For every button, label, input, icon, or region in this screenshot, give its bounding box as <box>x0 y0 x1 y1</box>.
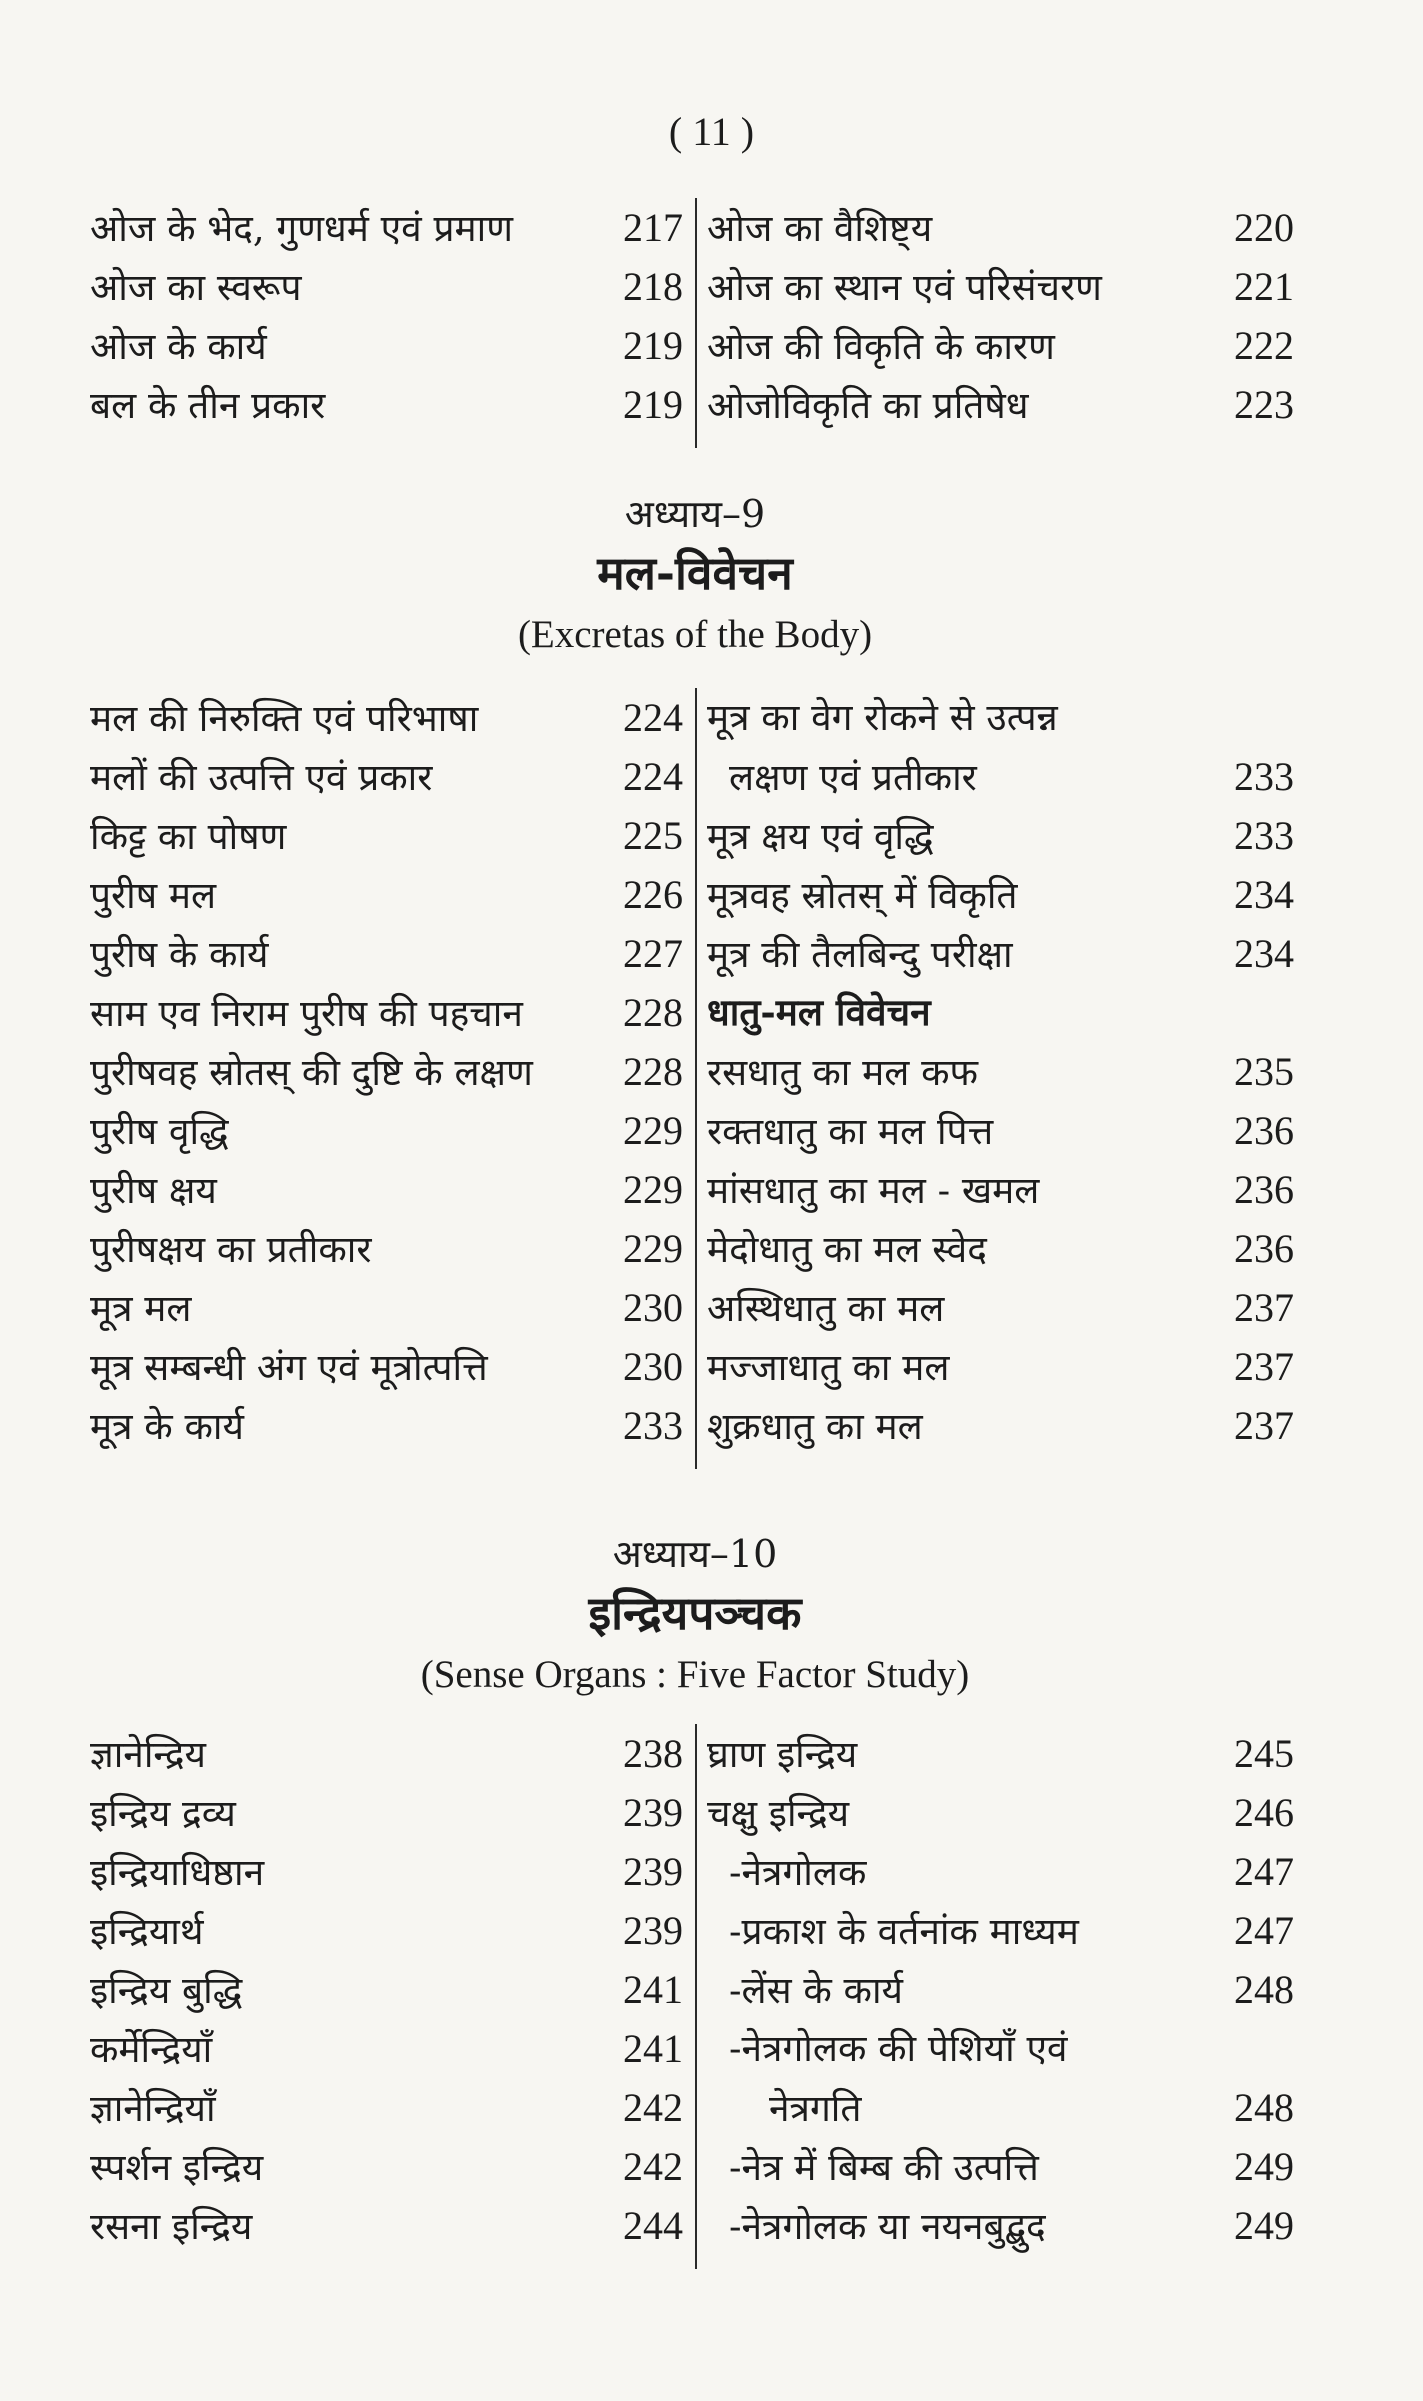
toc-entry <box>695 1960 1300 2019</box>
toc-entry <box>90 1101 695 1160</box>
toc-entry-title: स्पर्शन इन्द्रिय <box>90 2146 264 2189</box>
toc-entry-title: ओज की विकृति के कारण <box>707 325 1055 368</box>
toc-entry-title: मेदोधातु का मल स्वेद <box>707 1228 987 1271</box>
toc-entry-title: इन्द्रियार्थ <box>90 1910 204 1953</box>
toc-entry-page: 242 <box>623 2144 683 2189</box>
toc-entry-title: मूत्र क्षय एवं वृद्धि <box>707 815 934 858</box>
toc-entry-title: लक्षण एवं प्रतीकार <box>729 756 977 799</box>
toc-entry <box>695 2137 1300 2196</box>
toc-entry-page: 219 <box>623 323 683 368</box>
toc-entry-title: ओज का वैशिष्ट्य <box>707 207 933 250</box>
toc-entry-title: पुरीष वृद्धि <box>90 1110 229 1153</box>
toc-entry <box>695 375 1300 434</box>
toc-entry <box>695 1101 1300 1160</box>
toc-entry-page: 249 <box>1234 2144 1294 2189</box>
toc-entry <box>90 747 695 806</box>
toc-entry-page: 236 <box>1234 1108 1294 1153</box>
toc-entry <box>695 2078 1300 2137</box>
toc-entry <box>90 2137 695 2196</box>
toc-grid <box>90 1724 1300 2255</box>
chapter-subtitle: (Excretas of the Body) <box>517 613 873 656</box>
chapter-10-section <box>90 1528 1300 2255</box>
toc-entry <box>90 1396 695 1455</box>
column-divider <box>695 688 697 1469</box>
toc-entry-title: रसना इन्द्रिय <box>90 2205 253 2248</box>
toc-entry-title: इन्द्रियाधिष्ठान <box>90 1851 265 1894</box>
toc-entry <box>695 2196 1300 2255</box>
toc-left-column <box>90 1724 695 2255</box>
toc-entry-title: पुरीषवह स्रोतस् की दुष्टि के लक्षण <box>90 1051 533 1094</box>
toc-subheading: धातु-मल विवेचन <box>707 990 931 1034</box>
toc-entry-page: 233 <box>623 1403 683 1448</box>
toc-entry-page: 230 <box>623 1344 683 1389</box>
toc-entry <box>695 983 1300 1042</box>
toc-entry-title: अस्थिधातु का मल <box>707 1287 945 1330</box>
toc-entry-page: 248 <box>1234 2085 1294 2130</box>
toc-entry-page: 247 <box>1234 1908 1294 1953</box>
toc-entry <box>90 1337 695 1396</box>
toc-entry-page: 224 <box>623 695 683 740</box>
toc-entry <box>90 806 695 865</box>
toc-entry <box>90 2196 695 2255</box>
toc-entry <box>695 198 1300 257</box>
toc-entry-title: -लेंस के कार्य <box>729 1969 903 2012</box>
toc-entry-page: 224 <box>623 754 683 799</box>
chapter-label: अध्याय–10 <box>612 1532 778 1576</box>
toc-entry <box>90 257 695 316</box>
toc-entry-title: ज्ञानेन्द्रिय <box>90 1733 206 1776</box>
toc-entry <box>695 1160 1300 1219</box>
toc-entry-page: 237 <box>1234 1403 1294 1448</box>
toc-left-column <box>90 198 695 434</box>
toc-left-column <box>90 688 695 1455</box>
toc-entry-page: 237 <box>1234 1285 1294 1330</box>
toc-entry-title: -नेत्रगोलक या नयनबुद्बुद <box>729 2205 1046 2248</box>
chapter-subtitle: (Sense Organs : Five Factor Study) <box>420 1653 970 1696</box>
toc-entry <box>90 1960 695 2019</box>
toc-entry <box>695 1337 1300 1396</box>
toc-entry-title: पुरीष क्षय <box>90 1169 217 1212</box>
toc-entry <box>90 2078 695 2137</box>
toc-entry-page: 238 <box>623 1731 683 1776</box>
toc-grid <box>90 198 1300 434</box>
toc-entry-page: 248 <box>1234 1967 1294 2012</box>
toc-entry <box>90 865 695 924</box>
toc-entry-page: 218 <box>623 264 683 309</box>
toc-entry <box>695 1042 1300 1101</box>
toc-entry-page: 236 <box>1234 1226 1294 1271</box>
toc-entry-page: 239 <box>623 1790 683 1835</box>
toc-entry <box>695 2019 1300 2078</box>
toc-entry <box>90 688 695 747</box>
toc-entry-page: 239 <box>623 1908 683 1953</box>
toc-entry-title: शुक्रधातु का मल <box>707 1405 923 1448</box>
toc-entry-title: मूत्र मल <box>90 1287 192 1330</box>
toc-entry-page: 219 <box>623 382 683 427</box>
toc-entry-title: कर्मेन्द्रियाँ <box>90 2028 213 2071</box>
toc-entry-title: बल के तीन प्रकार <box>90 384 326 427</box>
toc-entry <box>695 257 1300 316</box>
toc-entry <box>695 316 1300 375</box>
toc-right-column <box>695 1724 1300 2255</box>
chapter-title: इन्द्रियपञ्चक <box>588 1586 802 1640</box>
toc-entry-page: 223 <box>1234 382 1294 427</box>
toc-entry <box>90 1901 695 1960</box>
page-number: ( 11 ) <box>668 109 755 154</box>
toc-entry-title: साम एव निराम पुरीष की पहचान <box>90 992 523 1035</box>
toc-entry-title: मलों की उत्पत्ति एवं प्रकार <box>90 756 433 799</box>
toc-entry <box>90 1842 695 1901</box>
toc-entry-title: मूत्र के कार्य <box>90 1405 244 1448</box>
toc-entry <box>90 198 695 257</box>
toc-entry <box>695 924 1300 983</box>
toc-entry <box>695 688 1300 747</box>
toc-entry-page: 226 <box>623 872 683 917</box>
toc-entry <box>695 1396 1300 1455</box>
toc-entry-page: 245 <box>1234 1731 1294 1776</box>
toc-entry-title: नेत्रगति <box>769 2087 862 2130</box>
column-divider <box>695 198 697 448</box>
toc-right-column <box>695 198 1300 434</box>
chapter-label: अध्याय–9 <box>624 492 766 536</box>
toc-entry-title: मूत्र सम्बन्धी अंग एवं मूत्रोत्पत्ति <box>90 1346 488 1389</box>
toc-entry-title: इन्द्रिय बुद्धि <box>90 1969 243 2012</box>
toc-entry-title: पुरीष के कार्य <box>90 933 269 976</box>
toc-entry-page: 220 <box>1234 205 1294 250</box>
toc-entry <box>90 1219 695 1278</box>
toc-entry-title: किट्ट का पोषण <box>90 815 287 858</box>
toc-entry-title: मूत्र का वेग रोकने से उत्पन्न <box>707 696 1058 739</box>
toc-entry-title: इन्द्रिय द्रव्य <box>90 1792 236 1835</box>
toc-entry-title: -प्रकाश के वर्तनांक माध्यम <box>729 1910 1079 1953</box>
toc-entry-page: 247 <box>1234 1849 1294 1894</box>
toc-entry-page: 239 <box>623 1849 683 1894</box>
toc-entry-title: -नेत्रगोलक की पेशियाँ एवं <box>729 2027 1068 2070</box>
toc-entry-page: 235 <box>1234 1049 1294 1094</box>
toc-entry-page: 241 <box>623 2026 683 2071</box>
toc-entry <box>90 924 695 983</box>
toc-entry-page: 225 <box>623 813 683 858</box>
toc-entry-page: 233 <box>1234 813 1294 858</box>
toc-entry-title: पुरीषक्षय का प्रतीकार <box>90 1228 372 1271</box>
toc-entry-page: 217 <box>623 205 683 250</box>
toc-entry <box>695 1278 1300 1337</box>
chapter-title: मल-विवेचन <box>597 546 793 600</box>
toc-entry <box>90 2019 695 2078</box>
toc-entry-page: 221 <box>1234 264 1294 309</box>
toc-entry-title: रक्तधातु का मल पित्त <box>707 1110 994 1153</box>
chapter-9-section <box>90 488 1300 1455</box>
toc-entry-title: -नेत्रगोलक <box>729 1851 867 1894</box>
toc-entry <box>90 375 695 434</box>
toc-entry <box>90 316 695 375</box>
toc-entry-title: ओज का स्थान एवं परिसंचरण <box>707 266 1102 309</box>
toc-grid <box>90 688 1300 1455</box>
toc-entry <box>90 1724 695 1783</box>
toc-entry-title: ओजोविकृति का प्रतिषेध <box>707 384 1029 427</box>
column-divider <box>695 1724 697 2269</box>
toc-entry-page: 228 <box>623 990 683 1035</box>
toc-entry-title: चक्षु इन्द्रिय <box>707 1792 850 1835</box>
toc-entry-page: 228 <box>623 1049 683 1094</box>
toc-entry-page: 233 <box>1234 754 1294 799</box>
toc-entry-title: मल की निरुक्ति एवं परिभाषा <box>90 697 479 740</box>
toc-entry <box>90 983 695 1042</box>
toc-entry-title: ओज के भेद, गुणधर्म एवं प्रमाण <box>90 207 513 250</box>
toc-entry-page: 236 <box>1234 1167 1294 1212</box>
toc-entry <box>695 865 1300 924</box>
toc-entry-page: 229 <box>623 1226 683 1271</box>
toc-entry-title: घ्राण इन्द्रिय <box>707 1733 858 1776</box>
toc-entry-page: 229 <box>623 1108 683 1153</box>
toc-entry-title: पुरीष मल <box>90 874 217 917</box>
toc-entry-page: 230 <box>623 1285 683 1330</box>
toc-entry-page: 244 <box>623 2203 683 2248</box>
toc-entry-page: 229 <box>623 1167 683 1212</box>
toc-entry-title: रसधातु का मल कफ <box>707 1051 979 1094</box>
toc-entry-title: मूत्रवह स्रोतस् में विकृति <box>707 874 1018 917</box>
toc-entry <box>695 1901 1300 1960</box>
toc-entry <box>90 1042 695 1101</box>
toc-entry-page: 234 <box>1234 872 1294 917</box>
toc-entry-page: 237 <box>1234 1344 1294 1389</box>
toc-entry-title: ज्ञानेन्द्रियाँ <box>90 2087 216 2130</box>
toc-entry-title: मूत्र की तैलबिन्दु परीक्षा <box>707 933 1013 976</box>
toc-entry <box>695 1783 1300 1842</box>
toc-entry <box>90 1783 695 1842</box>
toc-section-oja <box>90 198 1300 434</box>
toc-entry-title: मांसधातु का मल - खमल <box>707 1169 1040 1212</box>
toc-entry <box>695 747 1300 806</box>
toc-entry-page: 249 <box>1234 2203 1294 2248</box>
toc-entry <box>695 1219 1300 1278</box>
toc-entry <box>90 1160 695 1219</box>
toc-entry <box>90 1278 695 1337</box>
toc-right-column <box>695 688 1300 1455</box>
toc-entry-page: 246 <box>1234 1790 1294 1835</box>
toc-entry-page: 227 <box>623 931 683 976</box>
toc-entry <box>695 806 1300 865</box>
toc-entry-title: ओज के कार्य <box>90 325 267 368</box>
toc-entry-page: 242 <box>623 2085 683 2130</box>
toc-entry-page: 241 <box>623 1967 683 2012</box>
toc-entry-page: 222 <box>1234 323 1294 368</box>
toc-entry-title: -नेत्र में बिम्ब की उत्पत्ति <box>729 2146 1039 2189</box>
toc-entry <box>695 1842 1300 1901</box>
toc-entry <box>695 1724 1300 1783</box>
toc-entry-page: 234 <box>1234 931 1294 976</box>
toc-entry-title: ओज का स्वरूप <box>90 266 302 309</box>
toc-entry-title: मज्जाधातु का मल <box>707 1346 950 1389</box>
